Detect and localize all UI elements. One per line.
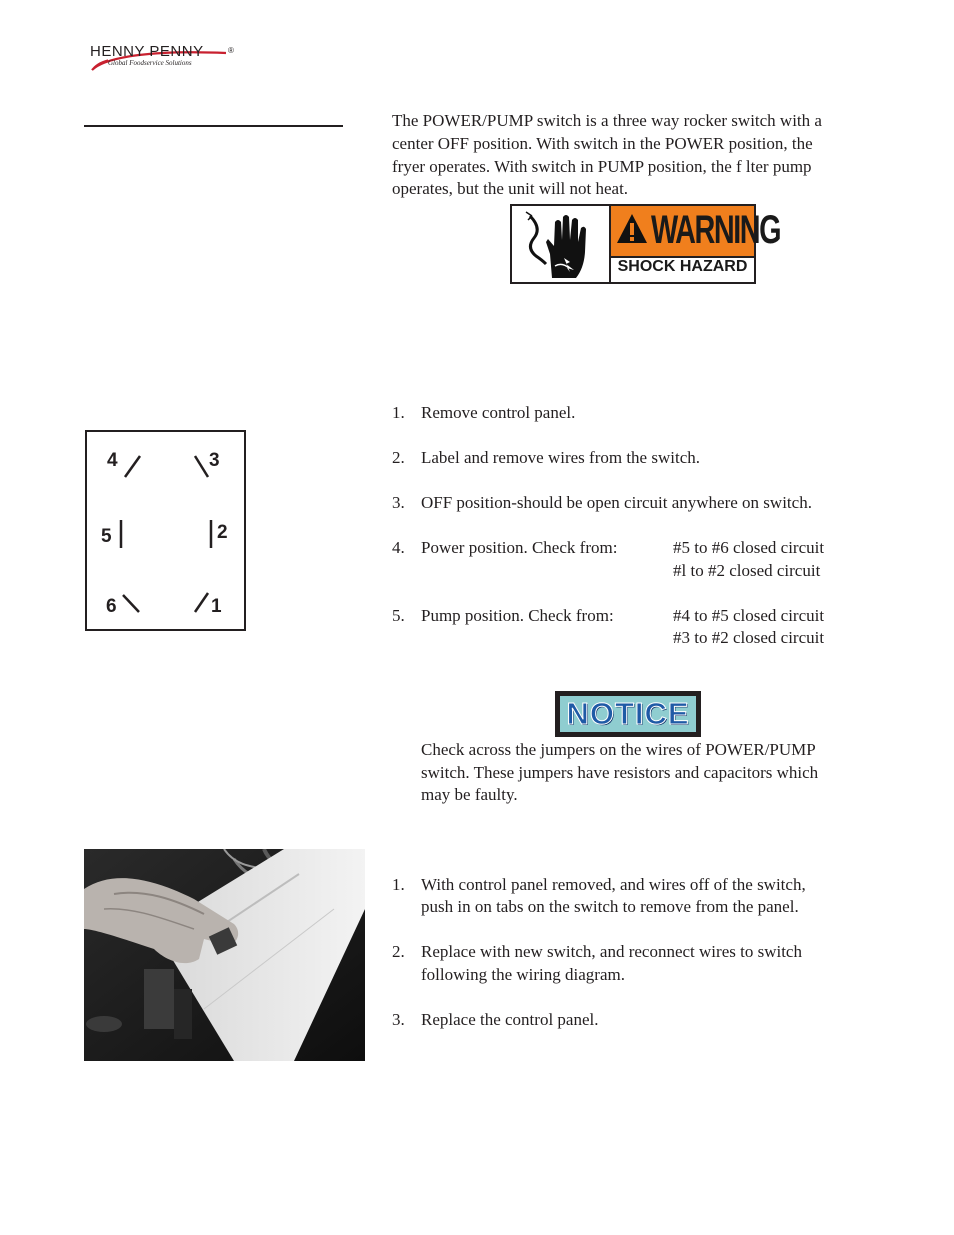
step-number: 1. [392,875,405,894]
terminal-label: 6 [106,596,117,617]
logo-tagline: Global Foodservice Solutions [108,59,192,67]
henny-penny-logo [86,40,246,76]
logo-registered-mark: ® [228,46,234,55]
intro-line: center OFF position. With switch in the POWER position, the [392,134,813,153]
step-text: Label and remove wires from the switch. [421,448,700,467]
intro-line: The POWER/PUMP switch is a three way rocker switch with a [392,111,822,130]
warning-triangle-icon [615,212,649,246]
step-number: 2. [392,448,405,467]
step-text: Power position. Check from: [421,538,618,557]
step-text: push in on tabs on the switch to remove from the panel. [421,897,799,916]
step-text: Replace the control panel. [421,1010,599,1029]
switch-removal-photo [84,849,365,1061]
warning-header-band [611,206,781,258]
step-number: 3. [392,493,405,512]
intro-line: operates, but the unit will not heat. [392,179,629,198]
step-text: following the wiring diagram. [421,965,625,984]
shock-hazard-text: SHOCK HAZARD [617,258,748,275]
step-result: #3 to #2 closed circuit [673,628,825,647]
notice-label [555,691,701,737]
intro-line: fryer operates. With switch in PUMP position, the f lter pump [392,157,812,176]
switch-terminal-diagram [85,430,246,631]
step-result: #4 to #5 closed circuit [673,606,825,625]
notice-line: switch. These jumpers have resistors and capacitors which [421,763,819,782]
step-result: #5 to #6 closed circuit [673,538,825,557]
terminal-label: 3 [209,450,220,471]
step-number: 2. [392,942,405,961]
step-text: Remove control panel. [421,403,576,422]
terminal-label: 2 [217,522,228,543]
terminal-label: 5 [101,526,112,547]
step-text: Pump position. Check from: [421,606,614,625]
terminal-label: 4 [107,450,118,471]
step-text: With control panel removed, and wires off of the switch, [421,875,806,894]
terminal-label: 1 [211,596,222,617]
notice-line: Check across the jumpers on the wires of POWER/PUMP [421,740,816,759]
step-text: OFF position-should be open circuit anywhere on switch. [421,493,812,512]
step-text: Replace with new switch, and reconnect wires to switch [421,942,802,961]
warning-word: WARNING [651,208,781,252]
step-number: 5. [392,606,405,625]
step-number: 3. [392,1010,405,1029]
step-number: 1. [392,403,405,422]
step-result: #l to #2 closed circuit [673,561,821,580]
notice-word: NOTICE [566,696,690,731]
warning-shock-hazard-label [510,204,781,284]
step-number: 4. [392,538,405,557]
logo-brand-text: HENNY PENNY [90,43,204,60]
header-rule [84,125,343,127]
hand-lightning-icon [512,206,611,282]
notice-line: may be faulty. [421,785,518,804]
